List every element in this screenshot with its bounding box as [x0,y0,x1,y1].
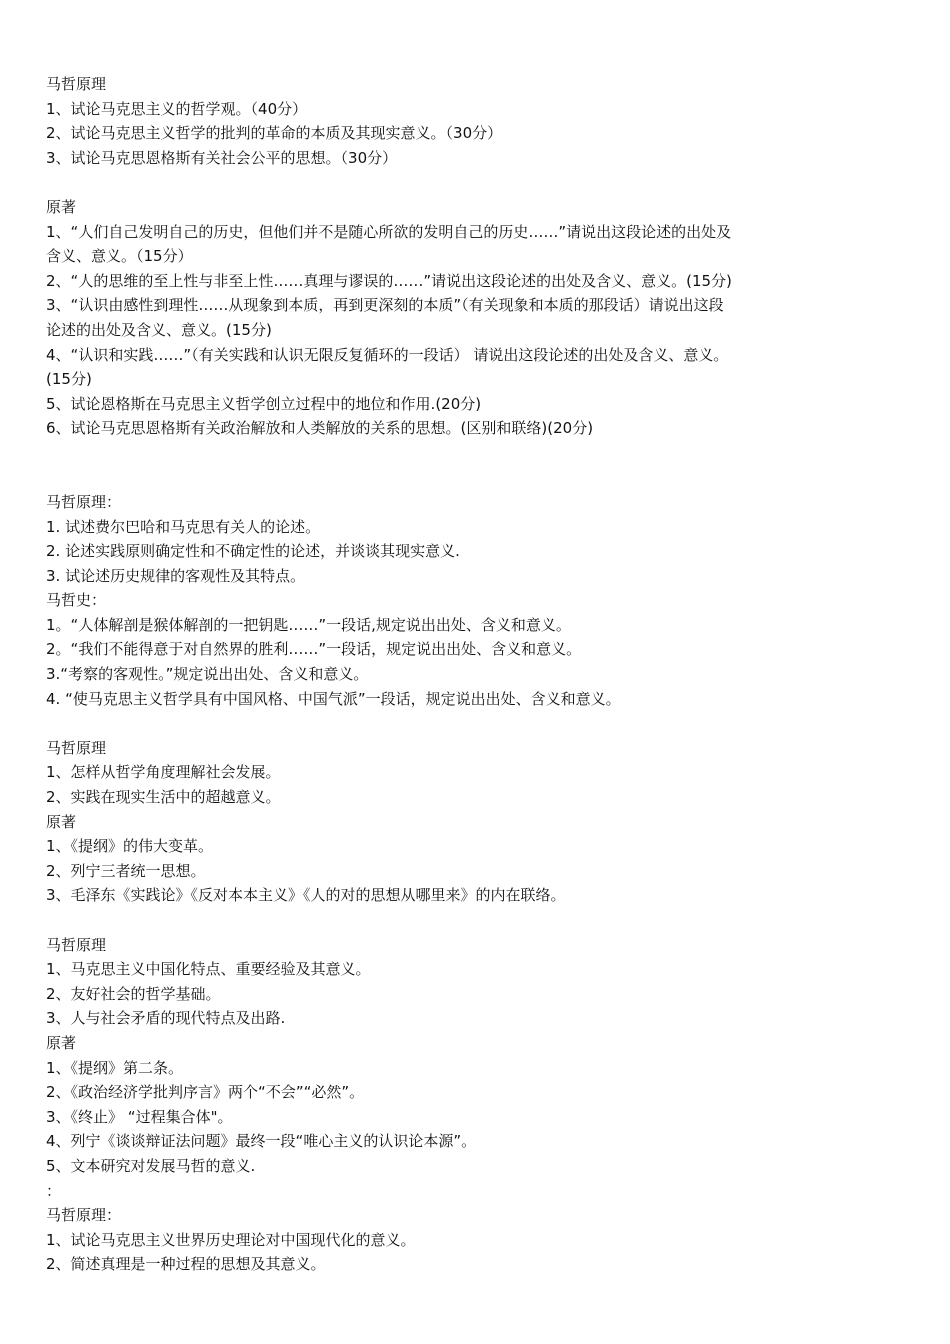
section-heading: 原著 [46,197,77,216]
question-line: 2、列宁三者统一思想。 [46,861,206,880]
section-heading: 原著 [46,812,77,831]
question-line: 1、试论马克思主义的哲学观。（40分） [46,99,308,118]
question-line: 3. 试论述历史规律的客观性及其特点。 [46,566,306,585]
question-line: 3、试论马克思恩格斯有关社会公平的思想。（30分） [46,148,398,167]
spacer [46,711,914,736]
question-line: 6、试论马克思恩格斯有关政治解放和人类解放的关系的思想。(区别和联络)(20分) [46,419,594,438]
section-heading: 原著 [46,1033,77,1052]
question-line: 2、实践在现实生活中的超越意义。 [46,788,281,807]
question-line: 3、“认识由感性到理性……从现象到本质，再到更深刻的本质”（有关现象和本质的那段话）请说出这段 [46,296,724,315]
section-original-works-1 [46,195,914,441]
question-line: 1、《提纲》的伟大变革。 [46,837,214,856]
question-line: 3、人与社会矛盾的现代特点及出路. [46,1009,286,1028]
section-heading: 马哲原理 [46,935,107,954]
question-line: 2、《政治经济学批判序言》两个“不会”“必然”。 [46,1083,365,1102]
separator-mark: ： [46,1181,62,1200]
section-principles-1 [46,72,914,170]
question-line: 2、试论马克思主义哲学的批判的革命的本质及其现实意义。（30分） [46,124,503,143]
section-principles-3 [46,736,914,908]
question-line: 1. 试述费尔巴哈和马克思有关人的论述。 [46,517,321,536]
question-line: 2、友好社会的哲学基础。 [46,984,221,1003]
question-line: 5、试论恩格斯在马克思主义哲学创立过程中的地位和作用.(20分) [46,394,482,413]
section-heading: 马哲原理 [46,75,107,93]
question-line: 1、怎样从哲学角度理解社会发展。 [46,763,281,782]
question-line: 3.“考察的客观性。”规定说出出处、含义和意义。 [46,665,369,684]
question-line: 4、“认识和实践……”（有关实践和认识无限反复循环的一段话） 请说出这段论述的出处及含义、意义。 [46,345,729,364]
question-line: 1、“人们自己发明自己的历史，但他们并不是随心所欲的发明自己的历史……”请说出这段论述的出处及 [46,222,732,241]
section-heading: 马哲原理： [46,492,122,511]
question-line: 论述的出处及含义、意义。(15分) [46,320,272,339]
question-line: 3、《终止》 “过程集合体"。 [46,1107,233,1126]
section-heading: 马哲原理 [46,738,107,757]
question-line: 5、文本研究对发展马哲的意义. [46,1156,256,1175]
section-principles-4 [46,933,914,1277]
question-line: 1、《提纲》第二条。 [46,1058,184,1077]
spacer [46,441,914,490]
question-line: 1、试论马克思主义世界历史理论对中国现代化的意义。 [46,1230,416,1249]
question-line: 4. “使马克思主义哲学具有中国风格、中国气派”一段话，规定说出出处、含义和意义。 [46,689,621,708]
section-principles-2 [46,490,914,711]
question-line: 含义、意义。（15分） [46,247,193,266]
spacer [46,908,914,933]
section-heading: 马哲史： [46,591,107,610]
document-page [46,72,914,1277]
question-line: 4、列宁《谈谈辩证法问题》最终一段“唯心主义的认识论本源”。 [46,1132,477,1151]
question-line: 3、毛泽东《实践论》《反对本本主义》《人的对的思想从哪里来》的内在联络。 [46,886,566,905]
question-line: 1。“人体解剖是猴体解剖的一把钥匙……”一段话,规定说出出处、含义和意义。 [46,615,571,634]
question-line: 2、简述真理是一种过程的思想及其意义。 [46,1255,326,1274]
question-line: 2、“人的思维的至上性与非至上性……真理与谬误的……”请说出这段论述的出处及含义、意义。(15分) [46,271,732,290]
spacer [46,170,914,195]
section-heading: 马哲原理： [46,1206,122,1225]
question-line: (15分) [46,370,92,389]
question-line: 2. 论述实践原则确定性和不确定性的论述，并谈谈其现实意义. [46,542,460,561]
question-line: 2。“我们不能得意于对自然界的胜利……”一段话，规定说出出处、含义和意义。 [46,640,582,659]
question-line: 1、马克思主义中国化特点、重要经验及其意义。 [46,960,371,979]
